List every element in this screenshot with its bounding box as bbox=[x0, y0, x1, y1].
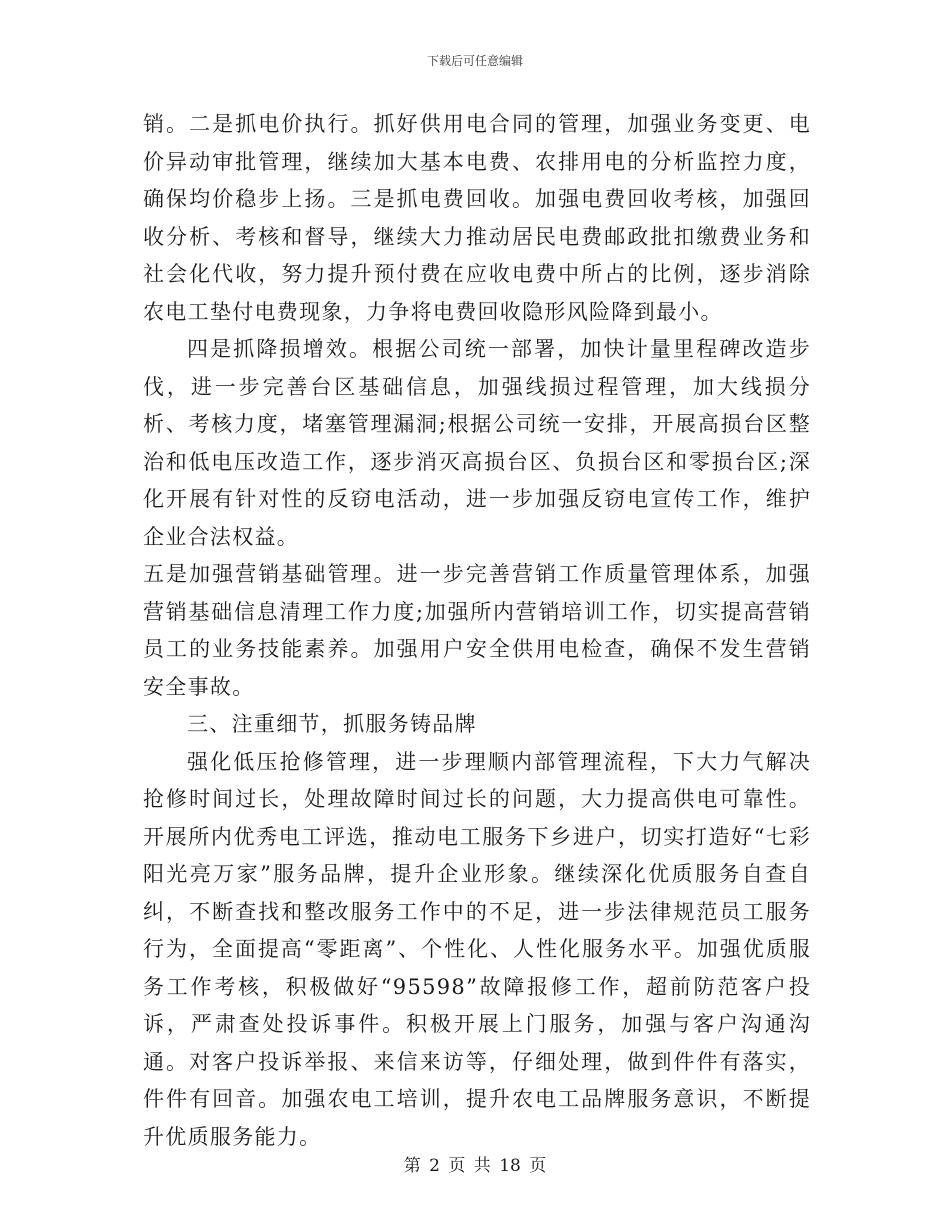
paragraph-marketing-management: 五是加强营销基础管理。进一步完善营销工作质量管理体系，加强营销基础信息清理工作力度;加强所内营销培训工作，切实提高营销员工的业务技能素养。加强用户安全供用电检查，确保不发生营销安全事故。 bbox=[143, 562, 811, 699]
page-header: 下载后可任意编辑 bbox=[426, 54, 523, 68]
paragraph-loss-reduction: 四是抓降损增效。根据公司统一部署，加快计量里程碑改造步伐，进一步完善台区基础信息，加强线损过程管理，加大线损分析、考核力度，堵塞管理漏洞;根据公司统一安排，开展高损台区整治和低电压改造工作，逐步消灭高损台区、负损台区和零损台区;深化开展有针对性的反窃电活动，进一步加强反窃电宣传工作，维护企业合法权益。 bbox=[143, 337, 811, 549]
paragraph-electricity-price-and-fee-recovery: 销。二是抓电价执行。抓好供用电合同的管理，加强业务变更、电价异动审批管理，继续加大基本电费、农排用电的分析监控力度，确保均价稳步上扬。三是抓电费回收。加强电费回收考核，加强回收分析、考核和督导，继续大力推动居民电费邮政批扣缴费业务和社会化代收，努力提升预付费在应收电费中所占的比例，逐步消除农电工垫付电费现象，力争将电费回收隐形风险降到最小。 bbox=[143, 112, 811, 324]
paragraph-service-quality: 强化低压抢修管理，进一步理顺内部管理流程，下大力气解决抢修时间过长，处理故障时间过长的问题，大力提高供电可靠性。开展所内优秀电工评选，推动电工服务下乡进户，切实打造好“七彩阳光亮万家”服务品牌，提升企业形象。继续深化优质服务自查自纠，不断查找和整改服务工作中的不足，进一步法律规范员工服务行为，全面提高“零距离”、个性化、人性化服务水平。加强优质服务工作考核，积极做好“95598”故障报修工作，超前防范客户投诉，严肃查处投诉事件。积极开展上门服务，加强与客户沟通沟通。对客户投诉举报、来信来访等，仔细处理，做到件件有落实，件件有回音。加强农电工培训，提升农电工品牌服务意识，不断提升优质服务能力。 bbox=[143, 749, 811, 1149]
document-body bbox=[143, 106, 811, 1156]
section-heading-service-brand: 三、注重细节，抓服务铸品牌 bbox=[187, 712, 477, 736]
page-number-footer: 第 2 页 共 18 页 bbox=[403, 1156, 547, 1176]
